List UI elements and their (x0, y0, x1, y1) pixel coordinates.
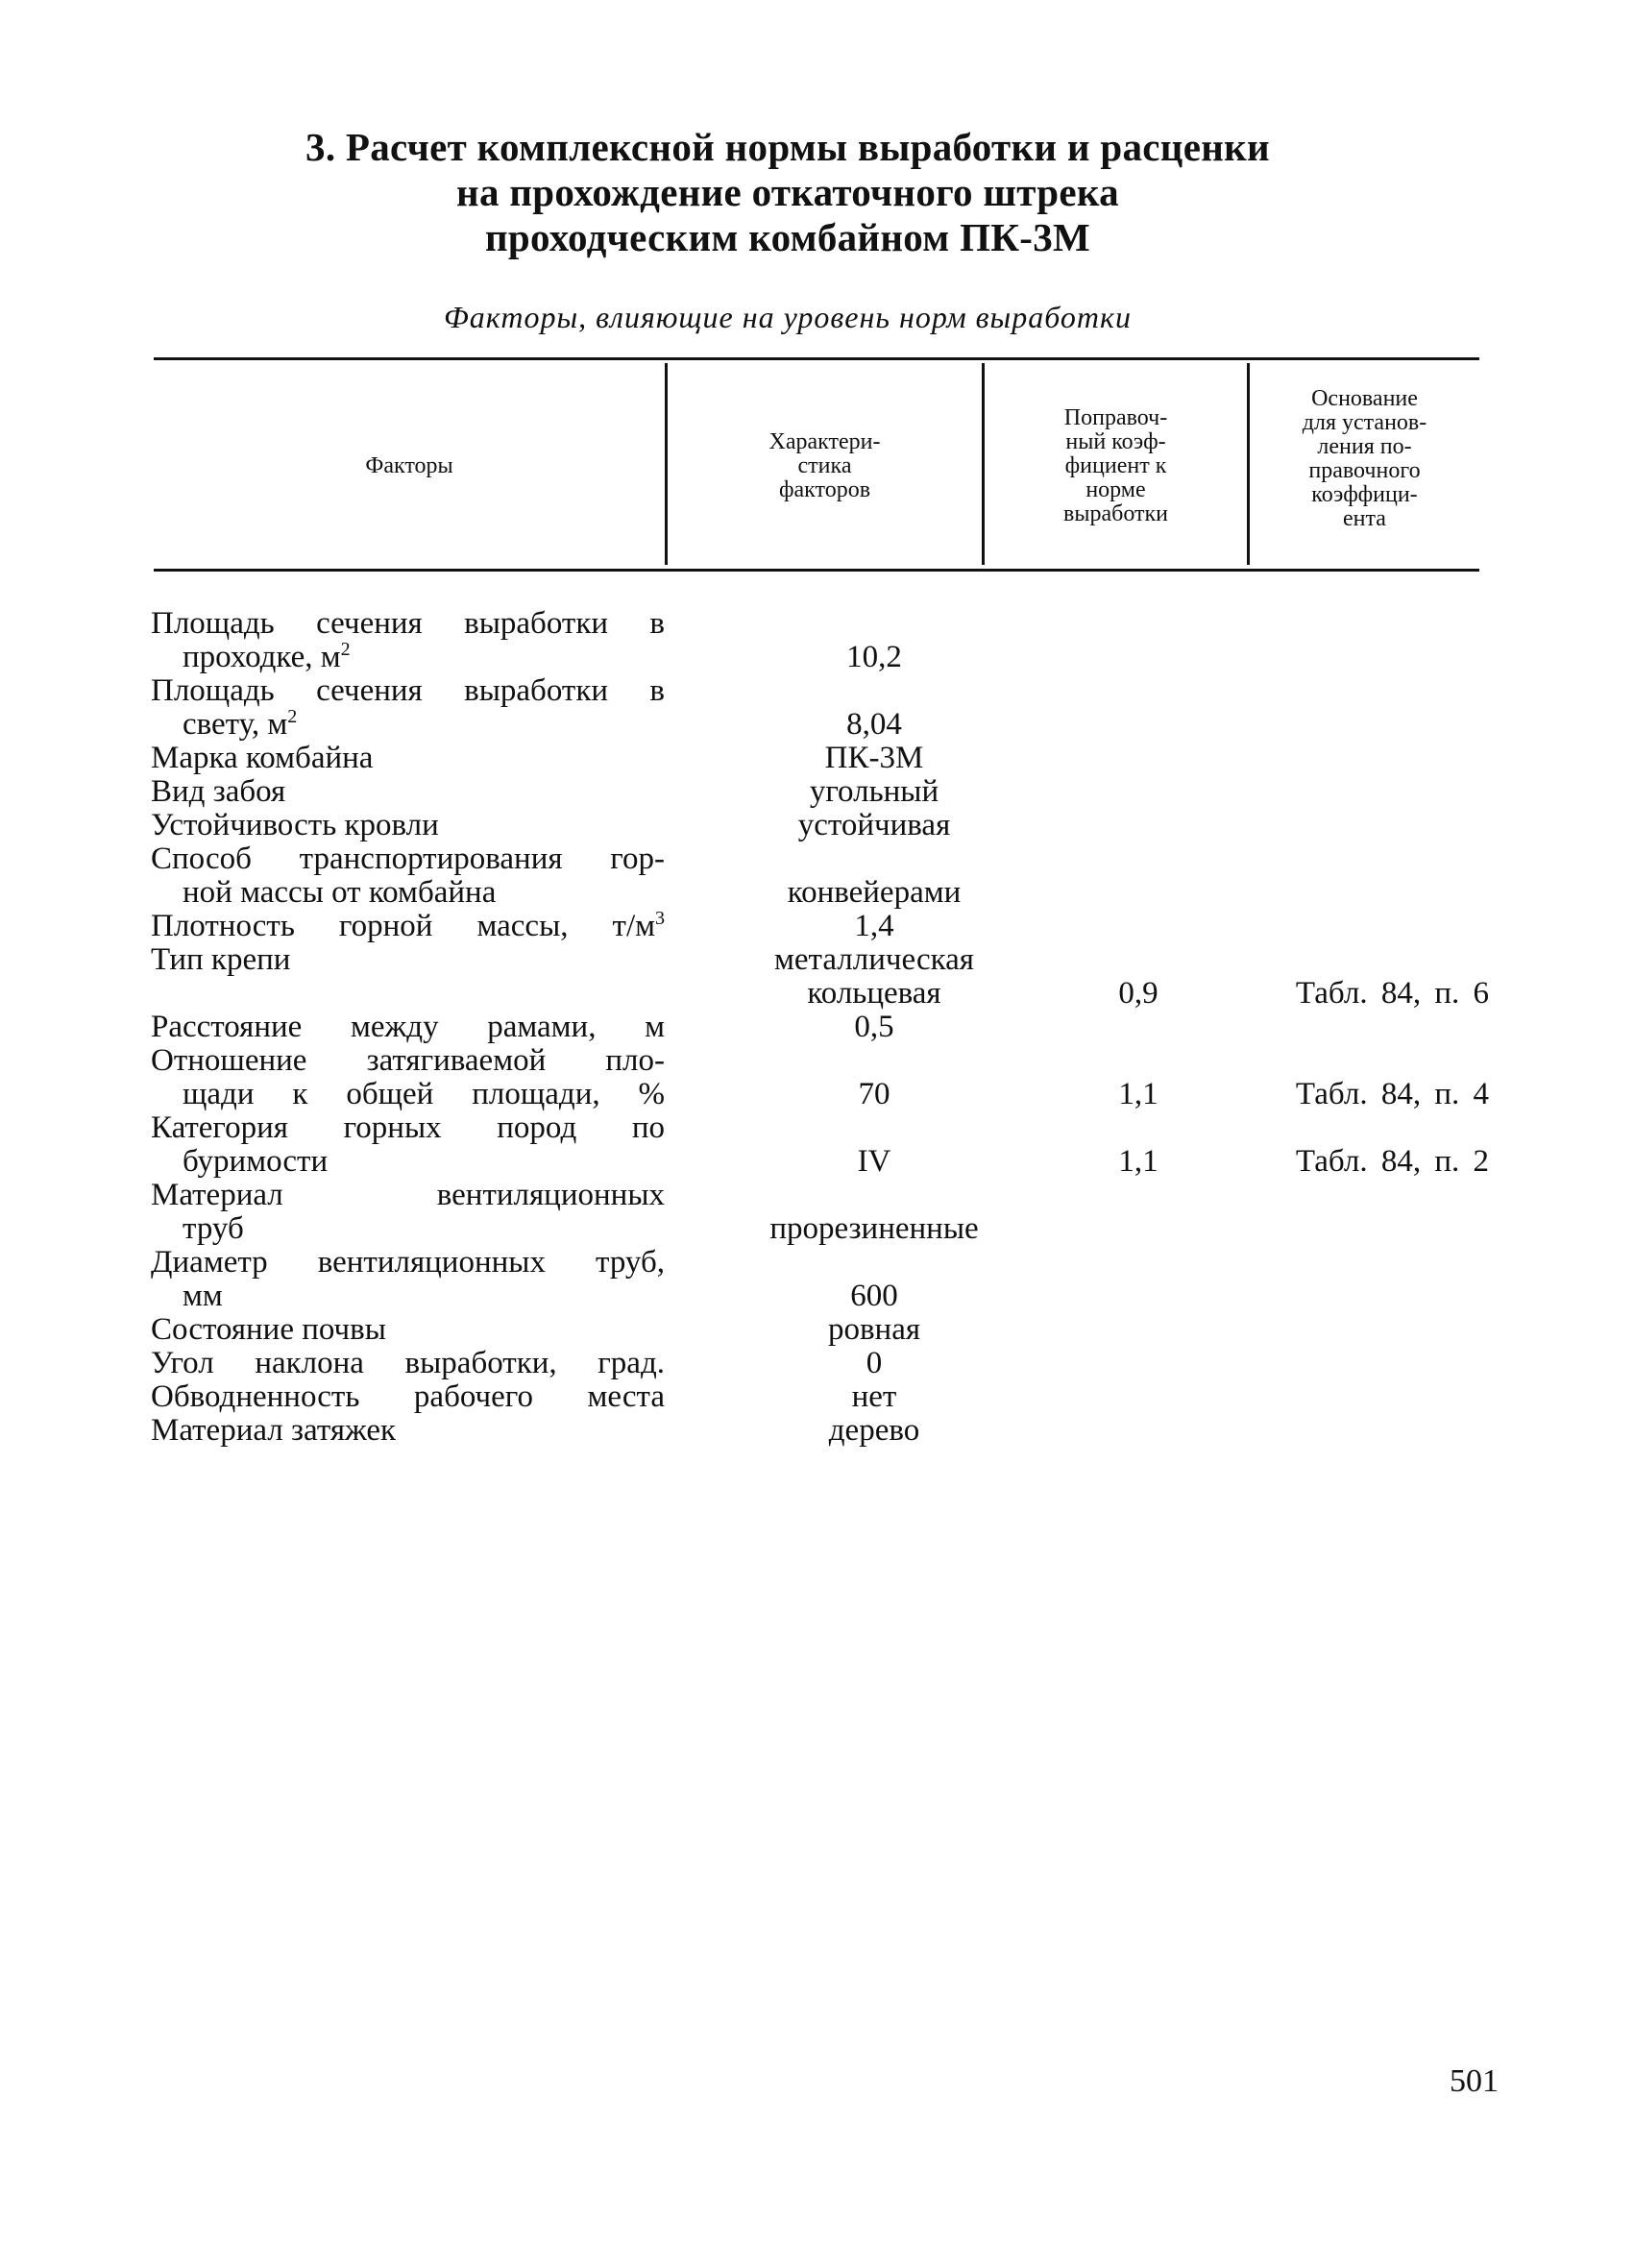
coefficient-value: 1,1 (1118, 1077, 1158, 1111)
factor-line: Угол наклона выработки, град. (151, 1346, 665, 1380)
factor-line: свету, $м^2$ (183, 706, 298, 742)
basis-value: Табл. 84, п. 4 (1295, 1077, 1489, 1111)
factor-line: Площадь сечения выработки в (151, 606, 665, 641)
characteristic-value: 10,2 (846, 640, 902, 674)
factor-line: Диаметр вентиляционных труб, (151, 1245, 665, 1280)
header-basis: Основание для установ- ления по- правочного коэффици- ента (1302, 386, 1427, 531)
title-line-2: на прохождение откаточного штрека (456, 170, 1119, 214)
page-number: 501 (1450, 2063, 1499, 2099)
characteristic-value: ровная (827, 1312, 921, 1347)
table-top-rule (154, 357, 1479, 360)
characteristic-value: 1,4 (854, 909, 894, 943)
factor-line: Обводненность рабочего места (151, 1379, 665, 1414)
characteristic-value: нет (851, 1379, 897, 1414)
characteristic-value: 600 (850, 1279, 898, 1313)
characteristic-value: 8,04 (846, 707, 902, 742)
characteristic-value: металлическая (774, 942, 974, 977)
header-coefficient: Поправоч- ный коэф- фициент к норме выработки (1063, 405, 1168, 526)
factor-line: Материал затяжек (151, 1413, 397, 1448)
factor-line: ной массы от комбайна (183, 875, 497, 910)
characteristic-value: 0 (866, 1346, 883, 1380)
factor-line: мм (183, 1279, 223, 1313)
header-factors-label: Факторы (365, 453, 453, 478)
factor-line: труб (183, 1211, 244, 1246)
characteristic-value: IV (857, 1144, 891, 1179)
basis-value: Табл. 84, п. 6 (1295, 976, 1489, 1011)
characteristic-value: устойчивая (797, 808, 951, 842)
characteristic-value: 0,5 (854, 1010, 894, 1044)
factor-line: Способ транспортирования гор- (151, 841, 665, 876)
factor-line: Категория горных пород по (151, 1110, 665, 1145)
characteristic-value: угольный (809, 774, 939, 809)
characteristic-value: прорезиненные (769, 1211, 979, 1246)
factor-line: Расстояние между рамами, м (151, 1010, 665, 1044)
factor-line: щади к общей площади, % (183, 1077, 665, 1111)
basis-value: Табл. 84, п. 2 (1295, 1144, 1489, 1179)
factor-line: Устойчивость кровли (151, 808, 439, 842)
characteristic-value: 70 (858, 1077, 890, 1111)
header-factors (154, 454, 665, 478)
factor-line: Отношение затягиваемой пло- (151, 1043, 665, 1078)
factor-line: Тип крепи (151, 942, 291, 977)
coefficient-value: 1,1 (1118, 1144, 1158, 1179)
characteristic-value: конвейерами (787, 875, 962, 910)
characteristic-value: ПК-3М (824, 741, 924, 775)
factor-line: Плотность горной массы, $т/м^3$ (151, 908, 665, 943)
factor-line: Вид забоя (151, 774, 286, 809)
factor-line: Материал вентиляционных (151, 1178, 665, 1212)
factor-line: буримости (183, 1144, 329, 1179)
factor-line: Площадь сечения выработки в (151, 673, 665, 708)
header-characteristic: Характери- стика факторов (768, 429, 881, 502)
factor-line: Состояние почвы (151, 1312, 386, 1347)
characteristic-value: дерево (828, 1413, 920, 1448)
title-line-3: проходческим комбайном ПК-3М (484, 215, 1091, 259)
factor-line: проходке, $м^2$ (183, 639, 351, 674)
table-caption: Факторы, влияющие на уровень норм выработки (444, 300, 1132, 334)
title-line-1: 3. Расчет комплексной нормы выработки и расценки (305, 125, 1270, 169)
page-title (250, 125, 1326, 260)
characteristic-value: кольцевая (807, 976, 941, 1011)
table-header-bottom-rule (154, 569, 1479, 572)
coefficient-value: 0,9 (1118, 976, 1158, 1011)
factor-line: Марка комбайна (151, 741, 374, 775)
